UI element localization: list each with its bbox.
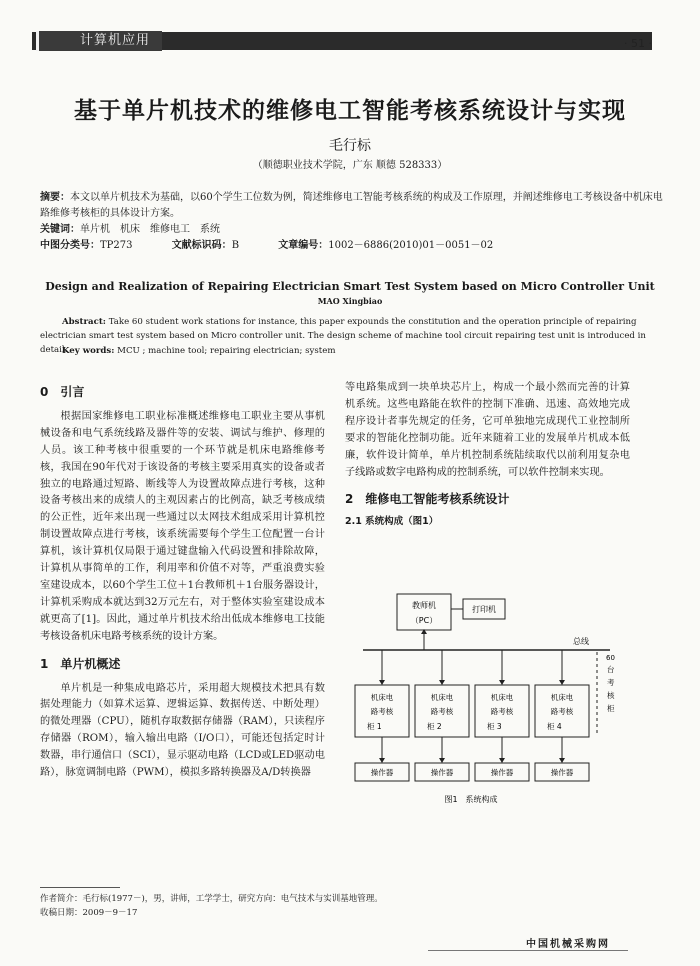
author-bio: 作者简介：毛行标(1977－)，男，讲师，工学学士，研究方向：电气技术与实训基地管理。 <box>40 894 383 904</box>
english-keywords-text: MCU ; machine tool; repairing electrician; system <box>117 346 336 356</box>
cabinet-1 <box>355 650 409 781</box>
page-number: · 51 · <box>624 37 652 50</box>
cabinet-1-label-a: 机床电 <box>370 693 394 702</box>
english-keywords <box>62 346 662 356</box>
side-note-1: 60 <box>606 654 615 662</box>
operator-3-label: 操作器 <box>490 768 514 777</box>
doc-code: B <box>231 240 240 251</box>
figure-caption: 图1 系统构成 <box>444 795 498 804</box>
section-1-paragraph: 单片机是一种集成电路芯片，采用超大规模技术把具有数据处理能力（如算术运算、逻辑运算、数据传送、中断处理）的微处理器（CPU），随机存取数据存储器（RAM），只读程序存储器（ROM），输入输出电路（I/O口），可能还包括定时计数器，串行通信口（SCI），显示驱动电路（LCD或LED驱动电路），脉宽调制电路（PWM），模拟多路转换器及A/D转换器 <box>40 682 325 779</box>
keywords-label: 关键词： <box>40 224 80 235</box>
affiliation: （顺德职业技术学院，广东 顺德 528333） <box>252 160 448 171</box>
cabinet-2-label-c: 柜 2 <box>427 722 442 731</box>
cabinet-2-label-b: 路考核 <box>430 707 454 716</box>
section-0-heading: 0 引言 <box>40 385 85 399</box>
cabinet-3-label-c: 柜 3 <box>487 722 502 731</box>
cabinet-4-label-c: 柜 4 <box>547 722 562 731</box>
author-name: 毛行标 <box>329 138 371 154</box>
abstract-cn-text <box>40 190 665 222</box>
english-keywords-label: Key words: <box>62 346 115 356</box>
section-0-paragraph: 根据国家维修电工职业标准概述维修电工职业主要从事机械设备和电气系统线路及器件等的安装、调试与维护、修理的人员。该工种考核中很重要的一个环节就是机床电路维修考核，我国在90年代对于该设备的考核主要采用真实的设备或者独立的电路通过短路、断线等人为设置故障点进行考核，这种设备考核出来的成绩人的主观因素占的比例高，缺乏考核成绩的公正性，近年来出现一些通过以太网技术组成采用计算机控制设置故障点进行考核，该系统需要每个学生工位配置一台计算机，该计算机仅局限于通过键盘输入代码设置和排除故障，计算机从事简单的工作，利用率和价值不对等，严重浪费实验室建设成本，以60个学生工位＋1台教师机＋1台服务器设计，计算机采购成本就达到32万元左右，对于整体实验室建设成本就更高了[1]。因此，通过单片机技术给出低成本维修电工技能考核设备机床电路考核系统的设计方案。 <box>40 410 325 642</box>
side-note-2: 台 <box>607 665 615 674</box>
cabinet-2 <box>415 650 469 781</box>
side-note-4: 核 <box>607 691 615 700</box>
right-column <box>345 380 630 531</box>
footnote-rule <box>40 887 120 888</box>
classification-line <box>40 238 665 254</box>
clc-code: TP273 <box>100 240 133 251</box>
article-no-label: 文章编号： <box>278 240 329 251</box>
english-title: Design and Realization of Repairing Electrician Smart Test System based on Micro Controller Unit <box>45 280 655 293</box>
english-abstract-text: Take 60 student work stations for instance, this paper expounds the constitution and the operation principle of repairing electrician smart test system based on Micro controller unit. The design scheme of machine tool circuit repairing test unit is introduced in detail. <box>40 317 646 355</box>
cabinet-4 <box>535 650 589 781</box>
keywords-text: 单片机 机床 维修电工 系统 <box>80 224 220 235</box>
clc-label: 中图分类号： <box>40 240 100 251</box>
section-2-1-heading: 2.1 系统构成（图1） <box>345 516 439 528</box>
cabinet-4-label-b: 路考核 <box>550 707 574 716</box>
teacher-pc-label-2: （PC） <box>410 616 438 625</box>
abstract-label: 摘要： <box>40 192 70 203</box>
footnote <box>40 892 383 920</box>
brand-underline <box>428 950 628 951</box>
english-abstract-label: Abstract: <box>62 317 106 327</box>
received-date: 收稿日期：2009－9－17 <box>40 908 138 918</box>
cabinet-3-label-b: 路考核 <box>490 707 514 716</box>
side-note-5: 柜 <box>607 704 615 713</box>
bus-label: 总线 <box>573 637 589 646</box>
english-author: MAO Xingbiao <box>317 296 383 306</box>
site-brand: 中国机械采购网 <box>526 939 610 950</box>
section-1-heading: 1 单片机概述 <box>40 656 121 671</box>
figure-1-diagram <box>345 582 630 812</box>
article-no: 1002－6886(2010)01－0051－02 <box>328 240 494 251</box>
section-2-heading: 2 维修电工智能考核系统设计 <box>345 492 510 507</box>
cabinet-1-label-b: 路考核 <box>370 707 394 716</box>
right-paragraph: 等电路集成到一块单块芯片上，构成一个最小然而完善的计算机系统。这些电路能在软件的控制下准确、迅速、高效地完成程序设计者事先规定的任务，它可单独地完成现代工业控制所要求的智能化控制功能。近年来随着工业的发展单片机成本低廉，软件设计简单，单片机控制系统陆续取代以前利用复杂电子线路或数字电路构成的控制系统，可以软件控制来实现。 <box>345 382 630 478</box>
cabinet-1-label-c: 柜 1 <box>367 722 382 731</box>
cabinet-4-label-a: 机床电 <box>550 693 574 702</box>
printer-label: 打印机 <box>472 605 496 614</box>
cabinet-2-label-a: 机床电 <box>430 693 454 702</box>
doc-code-label: 文献标识码： <box>171 240 232 251</box>
paper-title: 基于单片机技术的维修电工智能考核系统设计与实现 <box>74 98 626 124</box>
left-column <box>40 380 325 782</box>
section-tab: 计算机应用 <box>36 31 162 51</box>
cabinet-3-label-a: 机床电 <box>490 693 514 702</box>
abstract-cn <box>40 190 665 254</box>
operator-1-label: 操作器 <box>370 768 394 777</box>
abstract-body: 本文以单片机技术为基础，以60个学生工位数为例，简述维修电工智能考核系统的构成及工作原理，并阐述维修电工考核设备中机床电路维修考核柜的具体设计方案。 <box>40 192 663 219</box>
keywords-line <box>40 222 665 238</box>
operator-4-label: 操作器 <box>550 768 574 777</box>
side-note-3: 考 <box>607 678 615 687</box>
operator-2-label: 操作器 <box>430 768 454 777</box>
teacher-pc-label: 教师机 <box>412 601 436 610</box>
cabinet-3 <box>475 650 529 781</box>
